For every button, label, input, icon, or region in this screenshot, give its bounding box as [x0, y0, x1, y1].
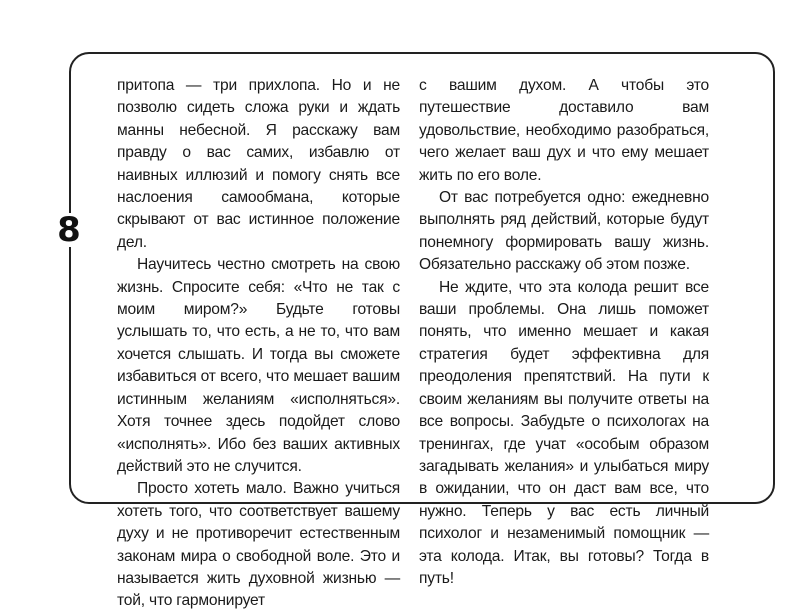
- paragraph: Научитесь честно смотреть на свою жизнь. Спросите себя: «Что не так с моим миром?» Будьте готовы услышать то, что есть, а не то, что вам хочется слышать. И тогда вы сможете избавиться от всего, что мешает вашим истинным желаниям «исполняться». Хотя точнее здесь подойдет слово «исполнять». Ибо без ваших активных действий это не случится.: [117, 256, 400, 475]
- paragraph: Не ждите, что эта колода решит все ваши проблемы. Она лишь поможет понять, что именно мешает и какая стратегия будет эффективна для преодоления препятствий. На пути к своим желаниям вы получите ответы на все вопросы. Забудьте о психологах на тренингах, где учат «особым образом загадывать желания» и улыбаться миру в ожидании, что он даст вам все, что нужно. Теперь у вас есть личный психолог и незаменимый помощник — эта колода. Итак, вы готовы? Тогда в путь!: [419, 278, 709, 587]
- paragraph: с вашим духом. А чтобы это путешествие доставило вам удовольствие, необходимо разобраться, чего желает ваш дух и что ему мешает жить по его воле.: [419, 77, 709, 184]
- paragraph: От вас потребуется одно: ежедневно выполнять ряд действий, которые будут понемногу формировать вашу жизнь. Обязательно расскажу об этом позже.: [419, 189, 709, 274]
- left-text-column: [117, 75, 400, 613]
- right-text-column: [419, 75, 709, 590]
- paragraph: притопа — три прихлопа. Но и не позволю сидеть сложа руки и ждать манны небесной. Я расскажу вам правду о вас самих, избавлю от наивных иллюзий и помогу снять все наслоения самообмана, которые скрывают от вас истинное положение дел.: [117, 77, 400, 251]
- paragraph: Просто хотеть мало. Важно учиться хотеть того, что соответствует вашему духу и не противоречит естественным законам мира о свободной воле. Это и называется жить духовной жизнью — той, что гармонирует: [117, 480, 400, 610]
- page-number: 8: [57, 210, 81, 250]
